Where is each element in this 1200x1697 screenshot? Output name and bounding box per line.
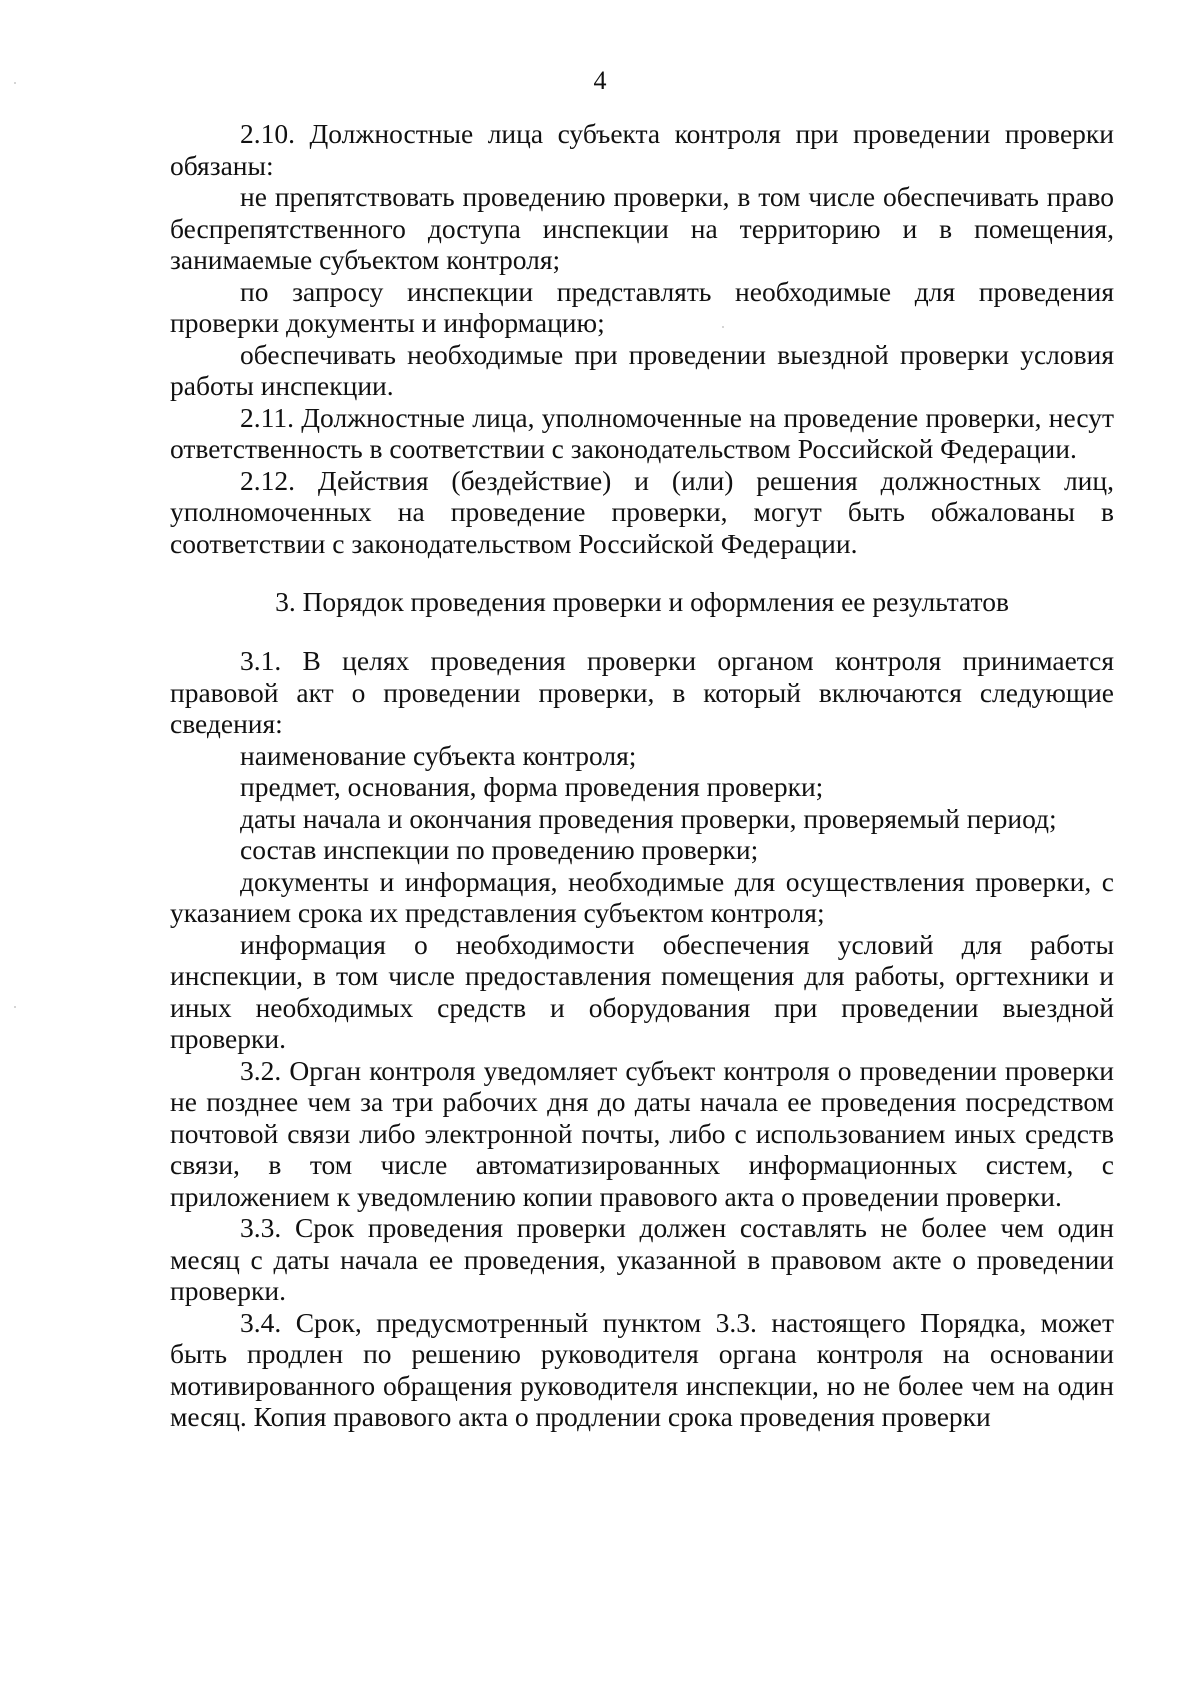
list-item-dates-period: даты начала и окончания проведения проверки, проверяемый период; (240, 802, 1057, 834)
page-number: 4 (593, 66, 607, 95)
document-body (170, 118, 1114, 1433)
paragraph-2-12: 2.12. Действия (бездействие) и (или) решения должностных лиц, уполномоченных на проведение проверки, могут быть обжалованы в соответствии с законодательством Российской Федерации. (170, 464, 1114, 559)
paragraph-3-3: 3.3. Срок проведения проверки должен составлять не более чем один месяц с даты начала ее проведения, указанной в правовом акте о проведении проверки. (170, 1212, 1114, 1306)
list-item-provide-documents: по запросу инспекции представлять необходимые для проведения проверки документы и информацию; (170, 275, 1114, 338)
list-item-inspection-composition: состав инспекции по проведению проверки; (240, 834, 759, 865)
paragraph-3-2: 3.2. Орган контроля уведомляет субъект контроля о проведении проверки не позднее чем за три рабочих дня до даты начала ее проведения посредством почтовой связи либо электронной почты, либо с использованием иных средств связи, в том числе автоматизированных информационных систем, с приложением к уведомлению копии правового акта о проведении проверки. (170, 1054, 1114, 1212)
paragraph-2-11: 2.11. Должностные лица, уполномоченные на проведение проверки, несут ответственность в соответствии с законодательством Российской Федерации. (170, 401, 1114, 464)
list-item-conditions-info: информация о необходимости обеспечения условий для работы инспекции, в том числе предоставления помещения для работы, оргтехники и иных необходимых средств и оборудования при проведении выездной проверки. (170, 928, 1114, 1054)
list-item-working-conditions: обеспечивать необходимые при проведении выездной проверки условия работы инспекции. (170, 338, 1114, 401)
paragraph-3-1: 3.1. В целях проведения проверки органом контроля принимается правовой акт о проведении проверки, в который включаются следующие сведения: (170, 645, 1114, 739)
list-item-no-obstruction: не препятствовать проведению проверки, в том числе обеспечивать право беспрепятственного доступа инспекции на территорию и в помещения, занимаемые субъектом контроля; (170, 181, 1114, 275)
scan-speck (14, 82, 16, 84)
paragraph-2-10: 2.10. Должностные лица субъекта контроля при проведении проверки обязаны: (170, 118, 1114, 181)
scan-speck (14, 1006, 16, 1008)
section-3-heading: 3. Порядок проведения проверки и оформления ее результатов (275, 586, 1009, 617)
list-item-subject-name: наименование субъекта контроля; (240, 739, 637, 771)
list-item-subject-basis-form: предмет, основания, форма проведения проверки; (240, 771, 824, 802)
paragraph-3-4: 3.4. Срок, предусмотренный пунктом 3.3. настоящего Порядка, может быть продлен по решению руководителя органа контроля на основании мотивированного обращения руководителя инспекции, но не более чем на один месяц. Копия правового акта о продлении срока проведения проверки (170, 1306, 1114, 1432)
scan-speck (722, 326, 724, 328)
list-item-documents-info: документы и информация, необходимые для осуществления проверки, с указанием срока их представления субъектом контроля; (170, 865, 1114, 928)
